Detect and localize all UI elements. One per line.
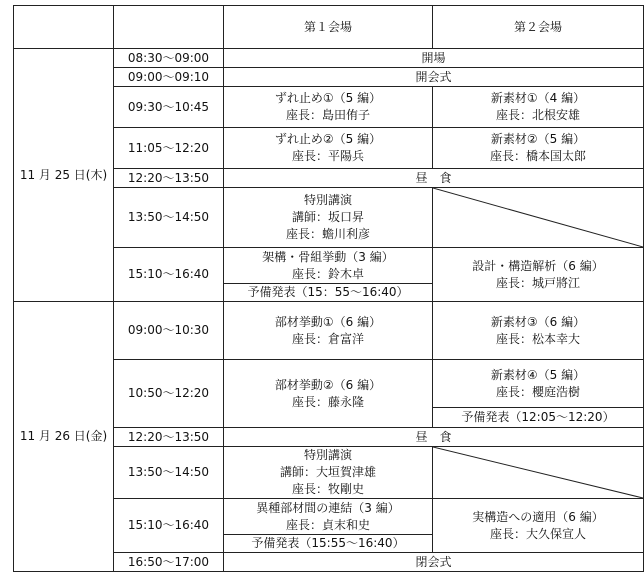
header-blank-time <box>114 6 224 49</box>
diagonal-line <box>433 188 643 247</box>
header-row <box>14 6 644 49</box>
session-title: 新素材③（6 編） <box>490 314 586 329</box>
empty-slot-cell <box>433 188 644 248</box>
lunch-cell: 昼 食 <box>224 428 644 447</box>
time-cell: 09:30～10:45 <box>114 87 224 128</box>
session-chair: 座長：櫻庭浩樹 <box>495 384 580 399</box>
session-chair: 座長：橋本国太郎 <box>489 149 586 163</box>
time-cell: 09:00～10:30 <box>114 302 224 360</box>
session-chair: 座長：蟾川利彦 <box>285 227 370 241</box>
schedule-table <box>13 5 644 572</box>
span-cell: 開会式 <box>224 68 644 87</box>
header-room1: 第１会場 <box>224 6 433 49</box>
time-cell: 08:30～09:00 <box>114 49 224 68</box>
reserve-cell: 予備発表（15：55～16:40） <box>224 284 433 302</box>
session-cell <box>224 360 433 428</box>
session-speaker: 講師：大垣賀津雄 <box>279 465 376 479</box>
session-title: 新素材②（5 編） <box>490 132 586 146</box>
session-title: 部材挙動②（6 編） <box>274 377 382 392</box>
span-cell: 開場 <box>224 49 644 68</box>
header-room2: 第２会場 <box>433 6 644 49</box>
session-chair: 座長：松本幸大 <box>495 331 580 346</box>
session-title: 特別講演 <box>303 193 352 207</box>
session-title: 特別講演 <box>303 448 352 462</box>
time-cell: 11:05～12:20 <box>114 128 224 169</box>
session-chair: 座長：北根安雄 <box>495 108 580 122</box>
session-chair: 座長：藤永隆 <box>291 394 364 409</box>
empty-slot-cell <box>433 447 644 499</box>
session-chair: 座長：平陽兵 <box>291 149 364 163</box>
session-cell <box>224 128 433 169</box>
session-title: 実構造への適用（6 編） <box>472 509 604 524</box>
time-cell: 10:50～12:20 <box>114 360 224 428</box>
time-cell: 12:20～13:50 <box>114 169 224 188</box>
span-cell: 閉会式 <box>224 553 644 572</box>
header-blank-date <box>14 6 114 49</box>
diagonal-line <box>433 447 643 498</box>
time-cell: 09:00～09:10 <box>114 68 224 87</box>
reserve-cell: 予備発表（12:05～12:20） <box>433 408 644 428</box>
session-cell <box>224 499 433 535</box>
session-title: 部材挙動①（6 編） <box>274 314 382 329</box>
table-row <box>14 49 644 68</box>
date-cell: 11 月 26 日(金) <box>14 302 114 572</box>
date-cell: 11 月 25 日(木) <box>14 49 114 302</box>
session-cell <box>224 87 433 128</box>
session-chair: 座長：大久保宣人 <box>489 526 586 541</box>
session-title: ずれ止め②（5 編） <box>274 132 382 146</box>
session-title: ずれ止め①（5 編） <box>274 91 382 105</box>
session-cell <box>433 248 644 302</box>
special-lecture-cell <box>224 447 433 499</box>
session-title: 設計・構造解析（6 編） <box>472 258 604 273</box>
session-cell <box>224 302 433 360</box>
session-title: 架構・骨組挙動（3 編） <box>262 249 394 264</box>
time-cell: 13:50～14:50 <box>114 447 224 499</box>
session-cell <box>224 248 433 284</box>
time-cell: 15:10～16:40 <box>114 499 224 553</box>
lunch-cell: 昼 食 <box>224 169 644 188</box>
time-cell: 15:10～16:40 <box>114 248 224 302</box>
session-title: 異種部材間の連結（3 編） <box>256 500 400 515</box>
session-cell <box>433 128 644 169</box>
table-row <box>14 302 644 360</box>
session-chair: 座長：牧剛史 <box>291 482 364 496</box>
session-cell <box>433 87 644 128</box>
session-chair: 座長：貞末和史 <box>285 517 370 532</box>
time-cell: 13:50～14:50 <box>114 188 224 248</box>
session-speaker: 講師：坂口昇 <box>291 210 364 224</box>
time-cell: 12:20～13:50 <box>114 428 224 447</box>
session-chair: 座長：城戸將江 <box>495 275 580 290</box>
time-cell: 16:50～17:00 <box>114 553 224 572</box>
reserve-cell: 予備発表（15:55～16:40） <box>224 535 433 553</box>
session-cell <box>433 302 644 360</box>
session-cell <box>433 499 644 553</box>
session-title: 新素材①（4 編） <box>490 91 586 105</box>
special-lecture-cell <box>224 188 433 248</box>
session-chair: 座長：鈴木卓 <box>291 266 364 281</box>
session-chair: 座長：島田侑子 <box>285 108 370 122</box>
session-cell <box>433 360 644 408</box>
session-chair: 座長：倉富洋 <box>291 331 364 346</box>
session-title: 新素材④（5 編） <box>490 367 586 382</box>
